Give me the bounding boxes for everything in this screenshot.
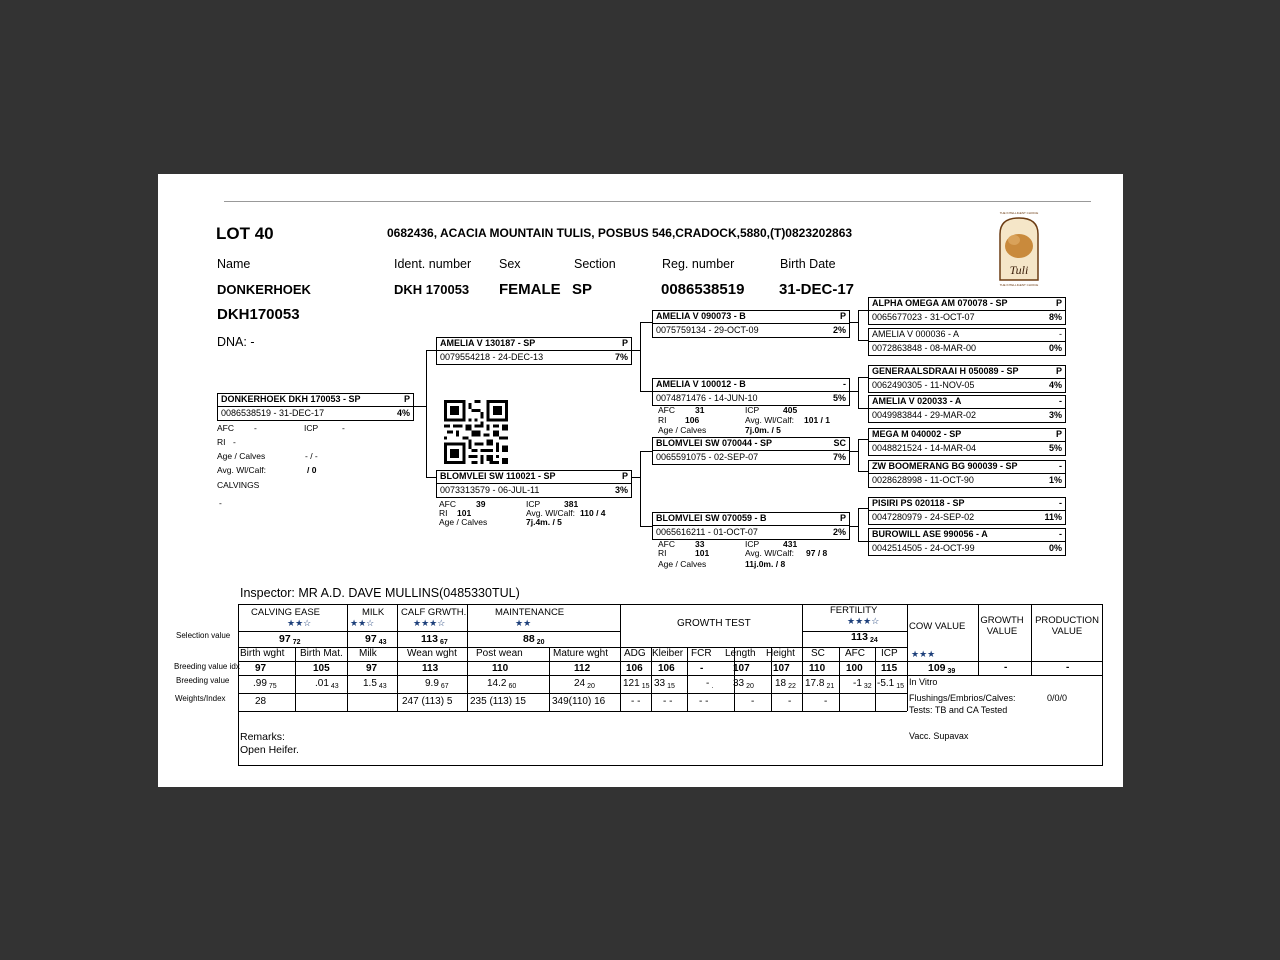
label-name: Name: [217, 257, 251, 271]
group-cow-value: COW VALUE: [909, 621, 966, 632]
logo-bottom-text: THE INTELLIGENT CHOICE: [999, 283, 1039, 287]
perf-label: ICP: [526, 499, 541, 509]
connector: [640, 526, 652, 527]
remarks: Open Heifer.: [240, 744, 299, 756]
stars-cow: ★★★: [911, 649, 936, 659]
gg-pct: 3%: [1048, 410, 1062, 420]
gg-grade: -: [1059, 329, 1062, 339]
perf-value: 106: [685, 415, 700, 425]
perf-label: Age / Calves: [217, 451, 266, 461]
wi-4: 235 (113) 15: [470, 696, 526, 707]
col-height: Height: [766, 648, 795, 659]
perf-value: 101: [457, 508, 472, 518]
production-value-bvi: -: [1066, 662, 1070, 673]
group-growth-test: GROWTH TEST: [677, 618, 751, 629]
bvi-8: -: [700, 663, 704, 674]
qr-code-icon: [444, 400, 508, 464]
connector: [426, 350, 436, 351]
bvi-2: 97: [366, 663, 378, 674]
col-post-wean: Post wean: [476, 648, 523, 659]
gg-name: ALPHA OMEGA AM 070078 - SP: [872, 298, 1008, 308]
animal-section: SP: [572, 281, 593, 298]
dam-pct: 3%: [614, 485, 628, 495]
perf-value: 101: [695, 548, 710, 558]
perf-label: Avg. Wl/Calf:: [217, 465, 266, 475]
gg-name: BUROWILL ASE 990056 - A: [872, 529, 988, 539]
tests: Tests: TB and CA Tested: [909, 705, 1008, 715]
dd-pct: 2%: [832, 527, 846, 537]
animal-name: DONKERHOEK: [217, 282, 311, 297]
pedigree-gg7: [868, 497, 1066, 525]
lot-number: LOT 40: [216, 224, 274, 243]
ds-grade: SC: [833, 438, 846, 448]
gg-grade: P: [1055, 298, 1062, 308]
group-fertility: FERTILITY: [830, 605, 878, 616]
logo-word: Tuli: [1009, 263, 1029, 277]
pedigree-sire-dam: [652, 378, 850, 406]
perf-label: AFC: [658, 405, 675, 415]
pedigree-dam: [436, 470, 632, 498]
connector: [858, 377, 859, 408]
bv-11: 17.8 $_{21}$: [805, 678, 835, 690]
wi-6: - -: [631, 696, 641, 707]
sd-name: AMELIA V 100012 - B: [656, 379, 746, 389]
gg-reg: 0062490305 - 11-NOV-05: [872, 380, 975, 390]
label-section: Section: [574, 257, 616, 271]
pedigree-gg2: [868, 328, 1066, 356]
connector: [426, 477, 436, 478]
connector: [858, 471, 868, 472]
perf-label: AFC: [439, 499, 456, 509]
stars-calving: ★★☆: [287, 618, 312, 628]
gg-pct: 8%: [1048, 312, 1062, 322]
connector: [640, 391, 652, 392]
sd-grade: -: [843, 379, 846, 389]
calvings-value: -: [219, 498, 222, 508]
evaluation-table: [238, 604, 1103, 766]
perf-value: 33: [695, 539, 705, 549]
perf-label: AFC: [217, 423, 234, 433]
wi-7: - -: [663, 696, 673, 707]
pedigree-gg4: [868, 395, 1066, 423]
connector: [858, 508, 859, 541]
perf-label: Avg. Wl/Calf:: [526, 508, 575, 518]
perf-label: Avg. Wl/Calf:: [745, 548, 794, 558]
perf-label: RI: [658, 415, 667, 425]
gg-reg: 0028628998 - 11-OCT-90: [872, 475, 974, 485]
gg-pct: 1%: [1048, 475, 1062, 485]
bv-0: .99 $_{75}$: [253, 678, 277, 690]
pedigree-gg3: [868, 365, 1066, 393]
calvings-label: CALVINGS: [217, 480, 260, 490]
self-grade: P: [403, 394, 410, 404]
connector: [858, 340, 868, 341]
ss-name: AMELIA V 090073 - B: [656, 311, 746, 321]
bvi-10: 107: [773, 663, 790, 674]
perf-value: 11j.0m. / 8: [745, 559, 786, 569]
dam-reg: 0073313579 - 06-JUL-11: [440, 485, 540, 495]
gg-pct: 11%: [1044, 512, 1062, 522]
row-label-selection: Selection value: [176, 631, 231, 640]
col-adg: ADG: [624, 648, 646, 659]
perf-label: ICP: [745, 539, 760, 549]
perf-label: Avg. Wl/Calf:: [745, 415, 794, 425]
sire-name: AMELIA V 130187 - SP: [440, 338, 536, 348]
perf-value: -: [342, 423, 345, 433]
gg-grade: P: [1055, 366, 1062, 376]
self-pct: 4%: [396, 408, 410, 418]
ss-reg: 0075759134 - 29-OCT-09: [656, 325, 759, 335]
stars-calf: ★★★☆: [413, 618, 446, 628]
gg-name: ZW BOOMERANG BG 900039 - SP: [872, 461, 1018, 471]
pedigree-sire: [436, 337, 632, 365]
perf-label: ICP: [304, 423, 319, 433]
col-birth-mat: Birth Mat.: [300, 648, 343, 659]
gg-grade: -: [1059, 529, 1062, 539]
gg-name: PISIRI PS 020118 - SP: [872, 498, 965, 508]
wi-0: 28: [255, 696, 267, 707]
col-mature-wght: Mature wght: [553, 648, 609, 659]
bvi-3: 113: [422, 663, 439, 674]
gg-name: MEGA M 040002 - SP: [872, 429, 962, 439]
bvi-13: 115: [881, 663, 898, 674]
gg-name: GENERAALSDRAAI H 050089 - SP: [872, 366, 1019, 376]
bv-9: 33 $_{20}$: [733, 678, 754, 690]
gg-pct: 5%: [1048, 443, 1062, 453]
top-rule: [224, 201, 1091, 202]
group-production-value: PRODUCTION VALUE: [1035, 615, 1099, 637]
bvi-5: 112: [574, 663, 591, 674]
flushings-value: 0/0/0: [1047, 693, 1068, 703]
perf-value: 431: [783, 539, 798, 549]
col-sc: SC: [811, 648, 825, 659]
group-calving-ease: CALVING EASE: [251, 607, 320, 618]
pedigree-dam-dam: [652, 512, 850, 540]
sd-pct: 5%: [832, 393, 846, 403]
perf-value: 39: [476, 499, 486, 509]
bv-10: 18 $_{22}$: [775, 678, 796, 690]
animal-reg: 0086538519: [661, 281, 745, 298]
flushings-label: Flushings/Embrios/Calves:: [909, 693, 1016, 703]
pedigree-dam-sire: [652, 437, 850, 465]
bv-6: 121 $_{15}$: [623, 678, 650, 690]
gg-grade: -: [1059, 461, 1062, 471]
perf-value: 97 / 8: [806, 548, 828, 558]
perf-value: -: [254, 423, 257, 433]
wi-5: 349(110) 16: [552, 696, 606, 707]
bv-5: 24 $_{20}$: [574, 678, 595, 690]
pedigree-self: [217, 393, 414, 421]
col-wean-wght: Wean wght: [407, 648, 457, 659]
selection-fert: 113 24: [851, 631, 878, 644]
bv-8: - $_.$: [706, 678, 714, 690]
vaccination: Vacc. Supavax: [909, 731, 969, 741]
logo-top-text: THE INTELLIGENT CHOICE: [999, 211, 1039, 215]
stars-milk: ★★☆: [350, 618, 375, 628]
animal-sex: FEMALE: [499, 281, 561, 298]
col-milk: Milk: [359, 648, 377, 659]
col-fcr: FCR: [691, 648, 712, 659]
in-vitro: In Vitro: [909, 677, 938, 687]
col-icp: ICP: [881, 648, 898, 659]
bvi-11: 110: [809, 663, 826, 674]
gg-reg: 0065677023 - 31-OCT-07: [872, 312, 975, 322]
perf-value: 381: [564, 499, 579, 509]
connector: [858, 408, 868, 409]
ds-pct: 7%: [832, 452, 846, 462]
perf-value: 405: [783, 405, 798, 415]
row-label-wi: Weights/Index: [175, 694, 226, 703]
gg-name: AMELIA V 000036 - A: [872, 329, 960, 339]
group-calf-growth: CALF GRWTH.: [401, 607, 467, 618]
selection-calf: 113 67: [421, 633, 448, 646]
group-milk: MILK: [362, 607, 385, 618]
dd-name: BLOMVLEI SW 070059 - B: [656, 513, 767, 523]
wi-9: -: [751, 696, 755, 707]
dam-grade: P: [621, 471, 628, 481]
perf-value: 31: [695, 405, 705, 415]
remarks-label: Remarks:: [240, 731, 285, 743]
bvi-7: 106: [658, 663, 675, 674]
dna-status: DNA: -: [217, 335, 255, 349]
perf-label: RI: [658, 548, 667, 558]
inspector: Inspector: MR A.D. DAVE MULLINS(0485330TUL): [240, 586, 520, 600]
bv-1: .01 $_{43}$: [315, 678, 339, 690]
label-sex: Sex: [499, 257, 521, 271]
gg-reg: 0047280979 - 24-SEP-02: [872, 512, 975, 522]
bv-7: 33 $_{15}$: [654, 678, 675, 690]
label-birth: Birth Date: [780, 257, 836, 271]
gg-name: AMELIA V 020033 - A: [872, 396, 962, 406]
breeder-address: 0682436, ACACIA MOUNTAIN TULIS, POSBUS 546,CRADOCK,5880,(T)0823202863: [387, 226, 853, 240]
ss-pct: 2%: [832, 325, 846, 335]
gg-grade: P: [1055, 429, 1062, 439]
perf-value: -: [233, 437, 236, 447]
wi-10: -: [788, 696, 792, 707]
bvi-4: 110: [492, 663, 509, 674]
bvi-9: 107: [733, 663, 750, 674]
connector: [426, 350, 427, 477]
dd-grade: P: [839, 513, 846, 523]
growth-value-bvi: -: [1004, 662, 1008, 673]
perf-label: Age / Calves: [658, 559, 707, 569]
connector: [858, 310, 859, 340]
ds-name: BLOMVLEI SW 070044 - SP: [656, 438, 773, 448]
row-label-bvi: Breeding value idx: [174, 662, 240, 671]
animal-birth: 31-DEC-17: [779, 281, 855, 298]
stars-maint: ★★: [515, 618, 532, 628]
stars-fert: ★★★☆: [847, 616, 880, 626]
connector: [858, 377, 868, 378]
perf-label: RI: [217, 437, 226, 447]
bvi-6: 106: [626, 663, 643, 674]
gg-grade: -: [1059, 396, 1062, 406]
document-sheet: [158, 174, 1123, 787]
gg-pct: 4%: [1048, 380, 1062, 390]
connector: [640, 322, 652, 323]
gg-reg: 0072863848 - 08-MAR-00: [872, 343, 977, 353]
pedigree-sire-sire: [652, 310, 850, 338]
col-length: Length: [725, 648, 756, 659]
wi-3: 247 (113) 5: [402, 696, 453, 707]
bvi-1: 105: [313, 663, 330, 674]
connector: [858, 310, 868, 311]
bv-4: 14.2 $_{60}$: [487, 678, 517, 690]
connector: [640, 451, 652, 452]
self-reg: 0086538519 - 31-DEC-17: [221, 408, 325, 418]
perf-value: / 0: [307, 465, 317, 475]
perf-label: ICP: [745, 405, 760, 415]
pedigree-gg5: [868, 428, 1066, 456]
bv-2: 1.5 $_{43}$: [363, 678, 387, 690]
perf-value: - / -: [305, 451, 318, 461]
perf-value: 101 / 1: [804, 415, 830, 425]
connector: [640, 451, 641, 526]
connector: [640, 322, 641, 391]
selection-maint: 88 20: [523, 633, 545, 646]
sire-grade: P: [621, 338, 628, 348]
animal-ident: DKH 170053: [394, 282, 470, 297]
sire-reg: 0079554218 - 24-DEC-13: [440, 352, 544, 362]
connector: [858, 439, 859, 471]
row-label-bv: Breeding value: [176, 676, 230, 685]
pedigree-gg1: [868, 297, 1066, 325]
sd-reg: 0074871476 - 14-JUN-10: [656, 393, 758, 403]
bv-12: -1 $_{32}$: [853, 678, 872, 690]
gg-reg: 0049983844 - 29-MAR-02: [872, 410, 977, 420]
perf-label: Age / Calves: [658, 425, 707, 435]
group-growth-value: GROWTH VALUE: [980, 615, 1024, 637]
sire-pct: 7%: [614, 352, 628, 362]
tuli-logo-icon: [994, 210, 1044, 288]
perf-label: RI: [439, 508, 448, 518]
group-maintenance: MAINTENANCE: [495, 607, 565, 618]
connector: [858, 541, 868, 542]
selection-calving: 97 72: [279, 633, 301, 646]
label-reg: Reg. number: [662, 257, 735, 271]
selection-milk: 97 43: [365, 633, 387, 646]
connector: [412, 406, 426, 407]
perf-value: 7j.0m. / 5: [745, 425, 781, 435]
bv-13: -5.1 $_{15}$: [877, 678, 905, 690]
cow-value-bvi: 109 39: [928, 662, 956, 675]
perf-value: 110 / 4: [580, 508, 606, 518]
bv-3: 9.9 $_{67}$: [425, 678, 449, 690]
gg-reg: 0042514505 - 24-OCT-99: [872, 543, 975, 553]
perf-value: 7j.4m. / 5: [526, 517, 562, 527]
bvi-0: 97: [255, 663, 267, 674]
perf-label: Age / Calves: [439, 517, 488, 527]
col-birth-wght: Birth wght: [240, 648, 285, 659]
connector: [858, 508, 868, 509]
pedigree-gg8: [868, 528, 1066, 556]
gg-pct: 0%: [1048, 343, 1062, 353]
self-name: DONKERHOEK DKH 170053 - SP: [221, 394, 361, 404]
perf-label: AFC: [658, 539, 675, 549]
connector: [858, 439, 868, 440]
col-kleiber: Kleiber: [652, 648, 684, 659]
animal-code: DKH170053: [217, 306, 300, 323]
ss-grade: P: [839, 311, 846, 321]
gg-grade: -: [1059, 498, 1062, 508]
dam-name: BLOMVLEI SW 110021 - SP: [440, 471, 556, 481]
gg-reg: 0048821524 - 14-MAR-04: [872, 443, 977, 453]
ds-reg: 0065591075 - 02-SEP-07: [656, 452, 759, 462]
col-afc: AFC: [845, 648, 865, 659]
dd-reg: 0065616211 - 01-OCT-07: [656, 527, 758, 537]
gg-pct: 0%: [1048, 543, 1062, 553]
wi-8: - -: [699, 696, 709, 707]
wi-11: -: [824, 696, 828, 707]
pedigree-gg6: [868, 460, 1066, 488]
bvi-12: 100: [846, 663, 863, 674]
label-ident: Ident. number: [394, 257, 472, 271]
